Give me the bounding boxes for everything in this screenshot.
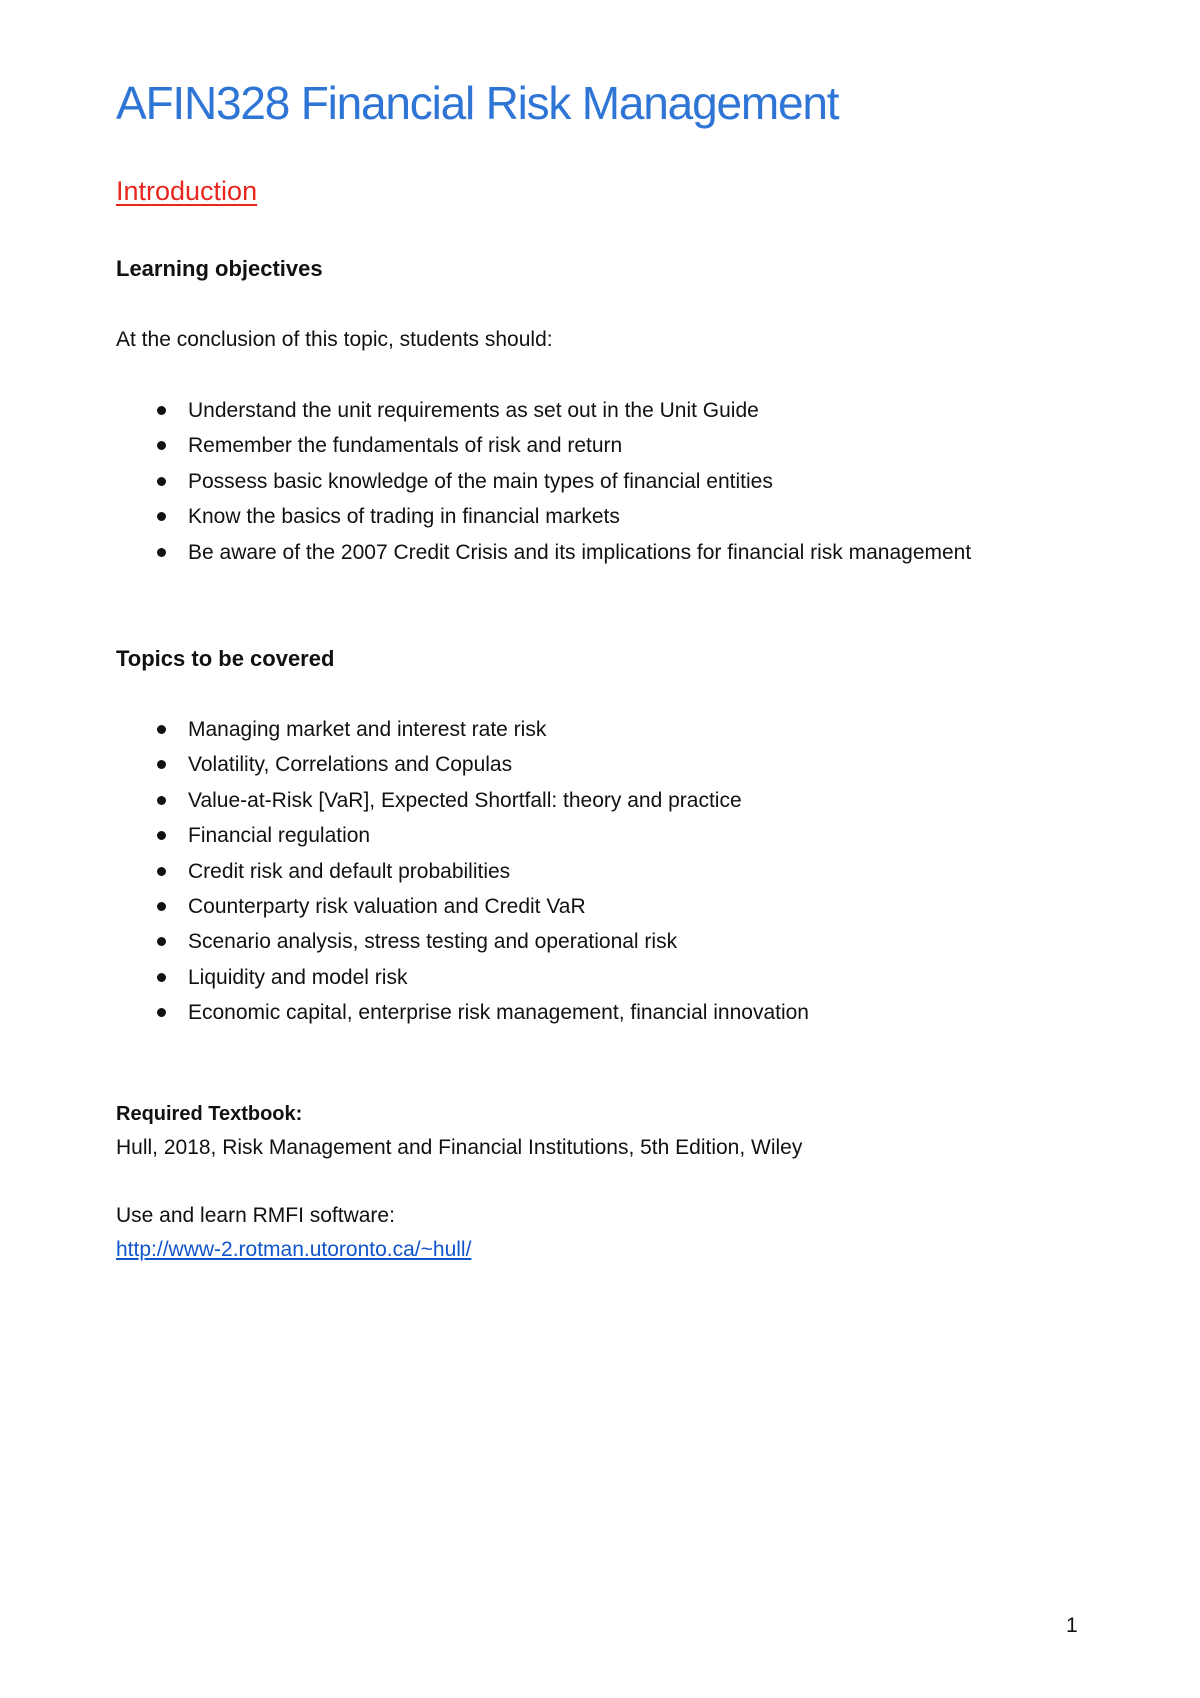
bullet-icon [157,512,166,521]
list-item [152,818,809,853]
textbook-reference: Hull, 2018, Risk Management and Financial Institutions, 5th Edition, Wiley [116,1136,803,1159]
list-item [152,712,809,747]
bullet-icon [157,796,166,805]
page-number: 1 [1066,1614,1078,1637]
bullet-icon [157,760,166,769]
learning-objectives-list [152,393,971,570]
list-item-text: Counterparty risk valuation and Credit VaR [188,894,586,918]
list-item-text: Financial regulation [188,824,371,848]
list-item [152,535,971,570]
topics-list [152,712,809,1031]
list-item [152,428,971,463]
list-item [152,924,809,959]
section-heading: Introduction [116,176,258,206]
list-item [152,889,809,924]
bullet-icon [157,441,166,450]
bullet-icon [157,477,166,486]
bullet-icon [157,973,166,982]
list-item-text: Understand the unit requirements as set out in the Unit Guide [188,399,759,422]
list-item-text: Remember the fundamentals of risk and return [188,434,623,458]
bullet-icon [157,725,166,734]
list-item-text: Be aware of the 2007 Credit Crisis and its implications for financial risk management [188,540,972,564]
list-item-text: Managing market and interest rate risk [188,718,547,741]
list-item [152,393,971,428]
list-item-text: Liquidity and model risk [188,965,408,989]
list-item-text: Possess basic knowledge of the main types of financial entities [188,469,773,493]
bullet-icon [157,831,166,840]
list-item-text: Value-at-Risk [VaR], Expected Shortfall: theory and practice [188,788,742,812]
list-item [152,854,809,889]
list-item-text: Volatility, Correlations and Copulas [188,753,513,777]
list-item [152,499,971,534]
list-item [152,747,809,782]
bullet-icon [157,902,166,911]
list-item-text: Know the basics of trading in financial markets [188,505,620,529]
list-item [152,464,971,499]
bullet-icon [157,548,166,557]
textbook-label: Required Textbook: [116,1103,303,1125]
list-item-text: Scenario analysis, stress testing and operational risk [188,930,678,954]
bullet-icon [157,937,166,946]
bullet-icon [157,1008,166,1017]
learning-objectives-intro: At the conclusion of this topic, students should: [116,328,553,351]
list-item [152,995,809,1030]
learning-objectives-heading: Learning objectives [116,256,323,281]
software-link[interactable]: http://www-2.rotman.utoronto.ca/~hull/ [116,1238,472,1261]
list-item-text: Economic capital, enterprise risk management, financial innovation [188,1001,809,1025]
document-title: AFIN328 Financial Risk Management [116,77,839,129]
bullet-icon [157,406,166,415]
topics-heading: Topics to be covered [116,646,335,671]
list-item-text: Credit risk and default probabilities [188,859,511,883]
software-label: Use and learn RMFI software: [116,1204,395,1227]
list-item [152,783,809,818]
bullet-icon [157,867,166,876]
list-item [152,960,809,995]
